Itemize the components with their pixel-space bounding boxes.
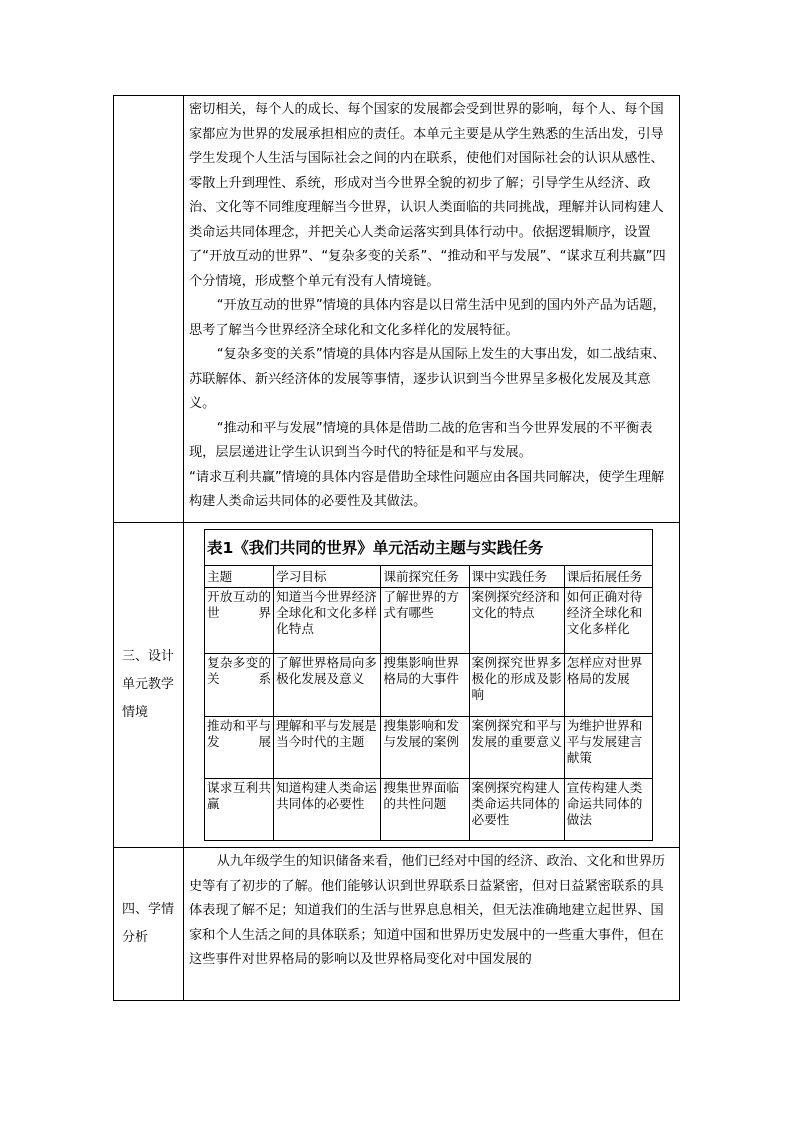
activity-table-header bbox=[205, 566, 653, 588]
section2-paragraph: “开放互动的世界”情境的具体内容是以日常生活中见到的国内外产品为话题，思考了解当今世界经济全球化和文化多样化的发展特征。 bbox=[189, 298, 666, 338]
table-cell: 案例探究经济和文化的特点 bbox=[469, 588, 564, 654]
table-cell: 为维护世界和平与发展建言献策 bbox=[564, 717, 652, 779]
section4-label: 四、学情分析 bbox=[114, 848, 184, 1001]
table-cell: 如何正确对待经济全球化和文化多样化 bbox=[564, 588, 652, 654]
column-header: 课前探究任务 bbox=[381, 566, 469, 588]
table-cell: 知道构建人类命运共同体的必要性 bbox=[274, 779, 381, 841]
table-cell: 搜集影响和发与发展的案例 bbox=[381, 717, 469, 779]
section2-content bbox=[184, 96, 680, 523]
section2-paragraph: “请求互利共赢”情境的具体内容是借助全球性问题应由各国共同解决，使学生理解构建人类命运共同体的必要性及其做法。 bbox=[189, 469, 665, 509]
lesson-plan-table bbox=[113, 95, 680, 1001]
table-cell: 案例探究构建人类命运共同体的必要性 bbox=[469, 779, 564, 841]
activity-table bbox=[204, 529, 653, 841]
table-cell: 推动和平与发展 bbox=[205, 717, 274, 779]
table-row bbox=[205, 779, 653, 841]
section4-content bbox=[184, 848, 680, 1001]
table-cell: 宣传构建人类命运共同体的做法 bbox=[564, 779, 652, 841]
table-cell: 开放互动的世界 bbox=[205, 588, 274, 654]
column-header: 课中实践任务 bbox=[469, 566, 564, 588]
column-header: 课后拓展任务 bbox=[564, 566, 652, 588]
table-cell: 了解世界的方式有哪些 bbox=[381, 588, 469, 654]
table-row bbox=[205, 588, 653, 654]
activity-table-title: 表1《我们共同的世界》单元活动主题与实践任务 bbox=[205, 530, 653, 566]
section2-row bbox=[114, 96, 680, 523]
table-row bbox=[205, 654, 653, 717]
table-row bbox=[205, 717, 653, 779]
column-header: 主题 bbox=[205, 566, 274, 588]
table-cell: 搜集影响世界格局的大事件 bbox=[381, 654, 469, 717]
section4-paragraph: 从九年级学生的知识储备来看，他们已经对中国的经济、政治、文化和世界历史等有了初步的了解。他们能够认识到世界联系日益紧密，但对日益紧密联系的具体表现了解不足；知道我们的生活与世界息息相关，但无法准确地建立起世界、国家和个人生活之间的具体联系；知道中国和世界历史发展中的一些重大事件，但在这些事件对世界格局的影响以及世界格局变化对中国发展的 bbox=[189, 854, 666, 967]
section2-paragraph: “推动和平与发展”情境的具体是借助二战的危害和当今世界发展的不平衡表现，层层递进让学生认识到当今时代的特征是和平与发展。 bbox=[189, 420, 653, 460]
section3-row bbox=[114, 523, 680, 848]
column-header: 学习目标 bbox=[274, 566, 381, 588]
section3-content bbox=[184, 523, 680, 848]
table-cell: 理解和平与发展是当今时代的主题 bbox=[274, 717, 381, 779]
section4-row bbox=[114, 848, 680, 1001]
table-cell: 案例探究和平与发展的重要意义 bbox=[469, 717, 564, 779]
table-cell: 搜集世界面临的共性问题 bbox=[381, 779, 469, 841]
section2-paragraph: “复杂多变的关系”情境的具体内容是从国际上发生的大事出发，如二战结束、苏联解体、新兴经济体的发展等事情，逐步认识到当今世界呈多极化发展及其意义。 bbox=[189, 347, 666, 411]
section3-label: 三、设计单元教学情境 bbox=[114, 523, 184, 848]
table-cell: 怎样应对世界格局的发展 bbox=[564, 654, 652, 717]
table-cell: 复杂多变的关系 bbox=[205, 654, 274, 717]
table-cell: 知道当今世界经济全球化和文化多样化特点 bbox=[274, 588, 381, 654]
table-cell: 了解世界格局向多极化发展及意义 bbox=[274, 654, 381, 717]
section2-paragraph: 密切相关，每个人的成长、每个国家的发展都会受到世界的影响，每个人、每个国家都应为世界的发展承担相应的责任。本单元主要是从学生熟悉的生活出发，引导学生发现个人生活与国际社会之间的内在联系，使他们对国际社会的认识从感性、零散上升到理性、系统，形成对当今世界全貌的初步了解；引导学生从经济、政治、文化等不同维度理解当今世界，认识人类面临的共同挑战，理解并认同构建人类命运共同体理念，并把关心人类命运落实到具体行动中。依据逻辑顺序，设置了“开放互动的世界”、“复杂多变的关系”、“推动和平与发展”、“谋求互利共赢”四个分情境，形成整个单元有没有人情境链。 bbox=[189, 102, 666, 289]
table-cell: 谋求互利共赢 bbox=[205, 779, 274, 841]
section2-label-cell bbox=[114, 96, 184, 523]
table-cell: 案例探究世界多极化的形成及影响 bbox=[469, 654, 564, 717]
